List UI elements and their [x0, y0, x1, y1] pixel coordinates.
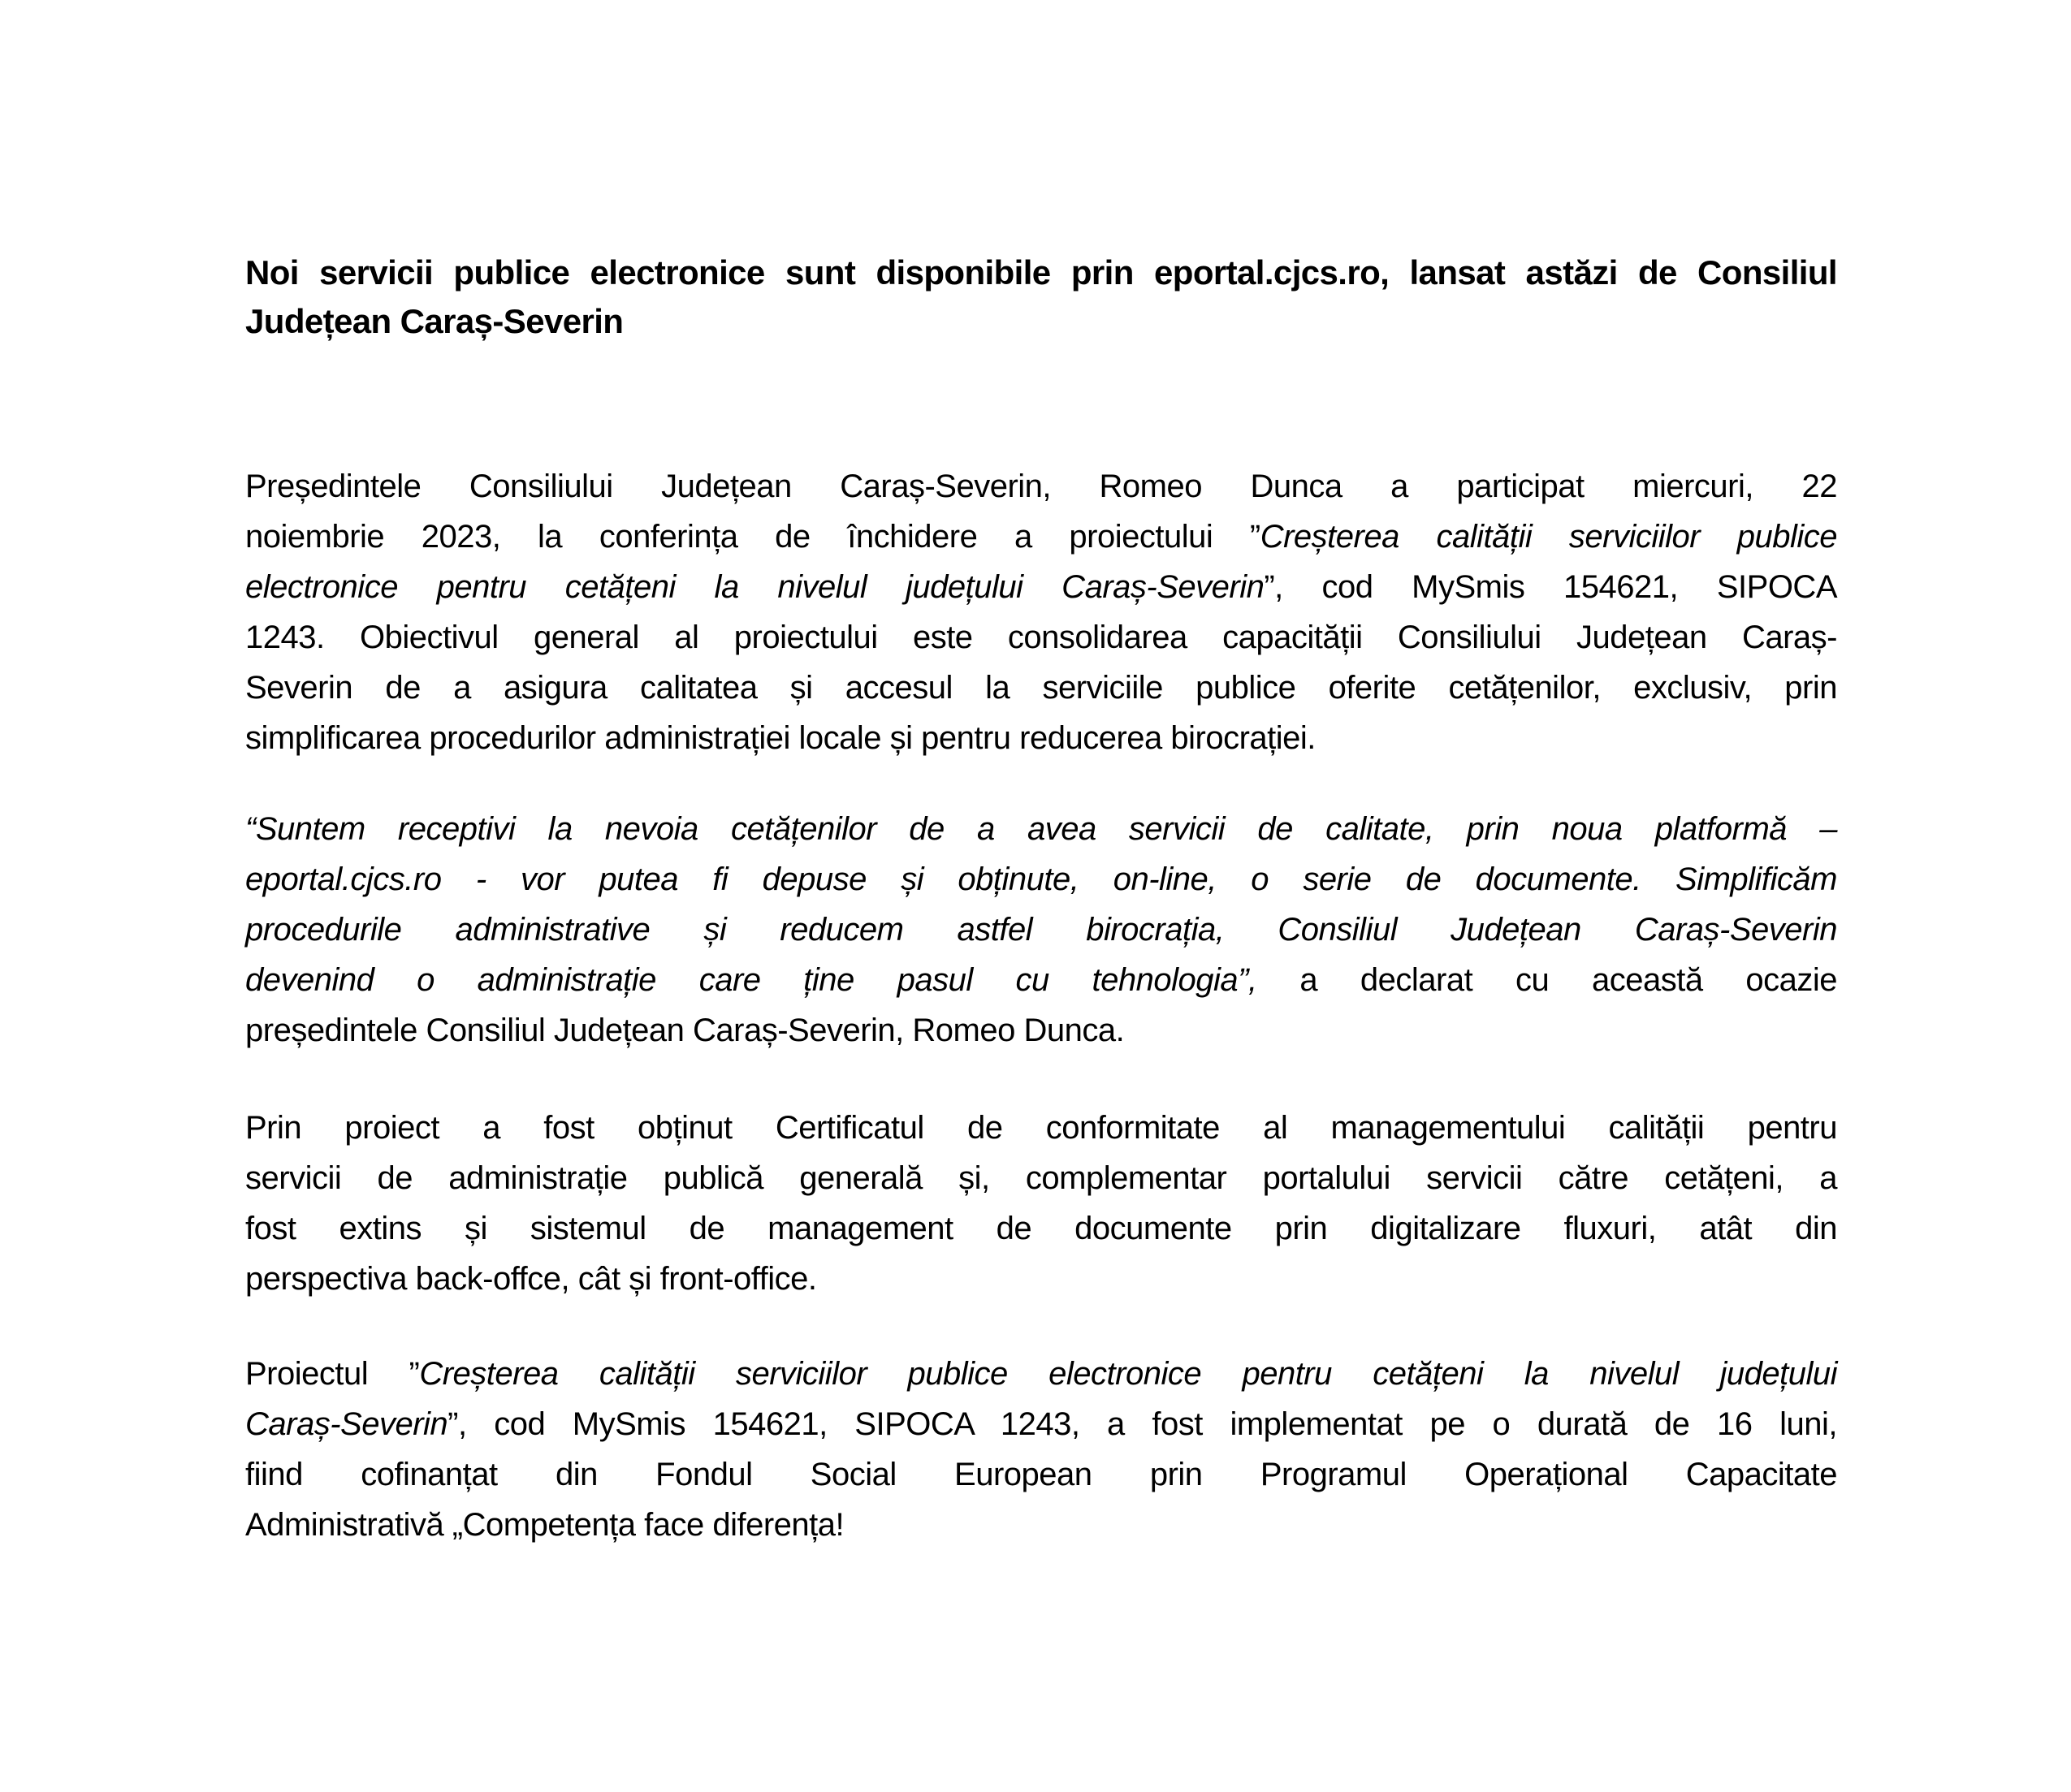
text-line [245, 955, 1837, 1005]
italic-text-run: Caraș-Severin [245, 1406, 448, 1442]
text-line [245, 1005, 1837, 1056]
text-run: Administrativă „Competența face diferența! [245, 1507, 845, 1543]
text-run: fiind cofinanțat din Fondul Social European prin Programul Operațional Capacitate [245, 1457, 1837, 1492]
text-run: fost extins și sistemul de management de documente prin digitalizare fluxuri, atât din [245, 1211, 1837, 1246]
italic-text-run: eportal.cjcs.ro - vor putea fi depuse și obținute, on-line, o serie de documente. Simplificăm [245, 861, 1837, 897]
text-line [245, 854, 1837, 905]
text-run: Noi servicii publice electronice sunt disponibile prin eportal.cjcs.ro, lansat astăzi de Consiliul [245, 253, 1837, 291]
text-line [245, 1449, 1837, 1500]
italic-text-run: “Suntem receptivi la nevoia cetățenilor de a avea servicii de calitate, prin noua platformă – [245, 811, 1837, 847]
text-run: președintele Consiliul Județean Caraș-Severin, Romeo Dunca. [245, 1013, 1125, 1048]
text-run: ”, cod MySmis 154621, SIPOCA 1243, a fost implementat pe o durată de 16 luni, [447, 1406, 1837, 1442]
text-run: simplificarea procedurilor administrației locale și pentru reducerea birocrației. [245, 720, 1316, 756]
text-line [245, 905, 1837, 955]
italic-text-run: Creșterea calității serviciilor publice [1260, 519, 1837, 555]
text-line [245, 1349, 1837, 1399]
paragraph-certificate [245, 1103, 1837, 1304]
italic-text-run: devenind o administrație care ține pasul cu tehnologia”, [245, 962, 1257, 998]
paragraph-project [245, 1349, 1837, 1550]
text-line [245, 562, 1837, 612]
text-line [245, 663, 1837, 713]
text-line [245, 1153, 1837, 1203]
text-line [245, 1203, 1837, 1254]
italic-text-run: procedurile administrative și reducem astfel birocrația, Consiliul Județean Caraș-Severin [245, 912, 1837, 948]
title-line [245, 248, 1837, 297]
text-run: noiembrie 2023, la conferința de închidere a proiectului ” [245, 519, 1260, 555]
text-run: Județean Caraș-Severin [245, 302, 624, 340]
text-line [245, 512, 1837, 562]
text-run: Prin proiect a fost obținut Certificatul de conformitate al managementului calității pentru [245, 1110, 1837, 1146]
text-run: Președintele Consiliului Județean Caraș-Severin, Romeo Dunca a participat miercuri, 22 [245, 469, 1837, 504]
text-line [245, 612, 1837, 663]
text-line [245, 1254, 1837, 1304]
text-line [245, 1500, 1837, 1550]
paragraph-intro [245, 461, 1837, 763]
text-line [245, 461, 1837, 512]
italic-text-run: Creșterea calității serviciilor publice electronice pentru cetățeni la nivelul județului [419, 1356, 1837, 1392]
document-title [245, 248, 1837, 346]
text-line [245, 804, 1837, 854]
text-run: ”, cod MySmis 154621, SIPOCA [1264, 569, 1837, 605]
paragraph-quote [245, 804, 1837, 1056]
text-line [245, 713, 1837, 763]
italic-text-run: electronice pentru cetățeni la nivelul județului Caraș-Severin [245, 569, 1265, 605]
title-line [245, 297, 1837, 346]
text-run: a declarat cu această ocazie [1256, 962, 1837, 998]
text-run: Proiectul ” [245, 1356, 420, 1392]
text-run: 1243. Obiectivul general al proiectului este consolidarea capacității Consiliului Județean Caraș- [245, 620, 1837, 655]
text-line [245, 1399, 1837, 1449]
text-line [245, 1103, 1837, 1153]
text-run: servicii de administrație publică generală și, complementar portalului servicii către cetățeni, a [245, 1160, 1837, 1196]
text-run: perspectiva back-offce, cât și front-office. [245, 1261, 817, 1297]
text-run: Severin de a asigura calitatea și accesul la serviciile publice oferite cetățenilor, exclusiv, prin [245, 670, 1837, 706]
